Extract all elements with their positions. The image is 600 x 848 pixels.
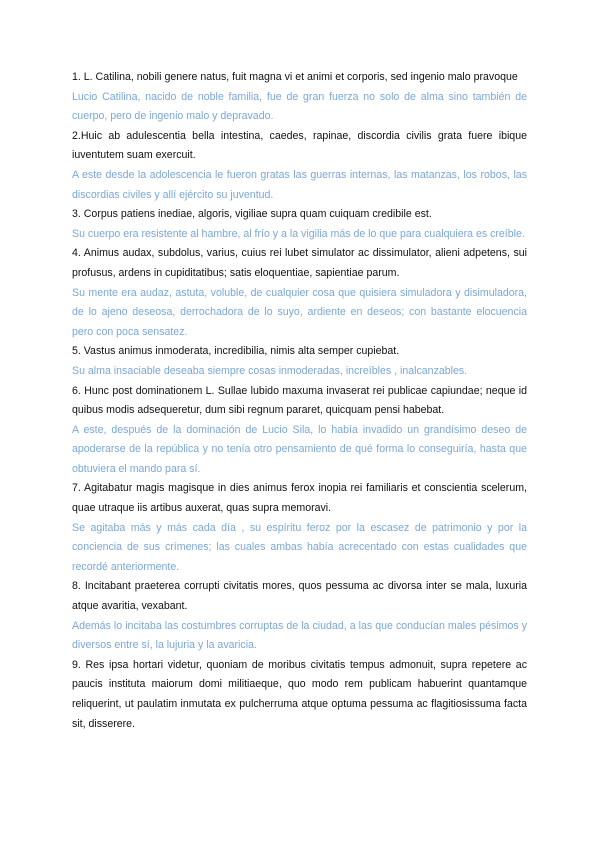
- spanish-translation-3: Su cuerpo era resistente al hambre, al frío y a la vigilia más de lo que para cualquiera es creíble.: [72, 227, 525, 240]
- spanish-translation-8: Además lo incitaba las costumbres corruptas de la ciudad, a las que conducían males pésimos y diversos entre sí, la lujuria y la avaricia.: [72, 619, 527, 652]
- latin-passage-1: 1. L. Catilina, nobili genere natus, fuit magna vi et animi et corporis, sed ingenio malo pravoque: [72, 71, 518, 83]
- latin-passage-2: 2.Huic ab adulescentia bella intestina, caedes, rapinae, discordia civilis grata fuere ibique iuventutem suam exercuit.: [72, 129, 527, 162]
- latin-passage-7: 7. Agitabatur magis magisque in dies animus ferox inopia rei familiaris et conscientia scelerum, quae utraque iis artibus auxerat, quas supra memoravi.: [72, 482, 527, 515]
- spanish-translation-5: Su alma insaciable deseaba siempre cosas inmoderadas, increíbles , inalcanzables.: [72, 364, 468, 377]
- latin-passage-6: 6. Hunc post dominationem L. Sullae lubido maxuma invaserat rei publicae capiundae; neque id quibus modis adsequeretur, dum sibi regnum pararet, quicquam pensi habebat.: [72, 384, 527, 417]
- latin-passage-5: 5. Vastus animus inmoderata, incredibilia, nimis alta semper cupiebat.: [72, 345, 400, 358]
- latin-passage-8: 8. Incitabant praeterea corrupti civitatis mores, quos pessuma ac divorsa inter se mala, luxuria atque avaritia, vexabant.: [72, 580, 527, 613]
- spanish-translation-4: Su mente era audaz, astuta, voluble, de cualquier cosa que quisiera simuladora y disimuladora, de lo ajeno deseosa, derrochadora de lo suyo, ardiente en deseos; con bastante elocuencia pero con poca sensatez.: [72, 286, 527, 338]
- latin-passage-3: 3. Corpus patiens inediae, algoris, vigiliae supra quam cuiquam credibile est.: [72, 208, 432, 221]
- spanish-translation-1: Lucio Catilina, nacido de noble familia, fue de gran fuerza no solo de alma sino también de cuerpo, pero de ingenio malo y depravado.: [72, 90, 527, 123]
- spanish-translation-6: A este, después de la dominación de Lucio Sila, lo había invadido un grandísimo deseo de apoderarse de la república y no tenía otro pensamiento de qué forma lo conseguiría, hasta que obtuviera el mando para sí.: [72, 423, 527, 475]
- latin-passage-4: 4. Animus audax, subdolus, varius, cuius rei lubet simulator ac dissimulator, alieni adpetens, sui profusus, ardens in cupiditatibus; satis eloquentiae, sapientiae parum.: [72, 247, 527, 279]
- spanish-translation-2: A este desde la adolescencia le fueron gratas las guerras internas, las matanzas, los robos, las discordias civiles y allí ejército su juventud.: [72, 168, 527, 201]
- latin-passage-9: 9. Res ipsa hortari videtur, quoniam de moribus civitatis tempus admonuit, supra repetere ac paucis instituta maiorum domi militiaeque, quo modo rem publicam habuerint quantamque reliquerint, ut paulatim inmutata ex pulcherruma atque optuma pessuma ac flagitiosissuma facta sit, disserere.: [72, 658, 527, 730]
- spanish-translation-7: Se agitaba más y más cada día , su espíritu feroz por la escasez de patrimonio y por la conciencia de sus crímenes; las cuales ambas había acrecentado con estas cualidades que recordé anteriormente.: [72, 521, 527, 573]
